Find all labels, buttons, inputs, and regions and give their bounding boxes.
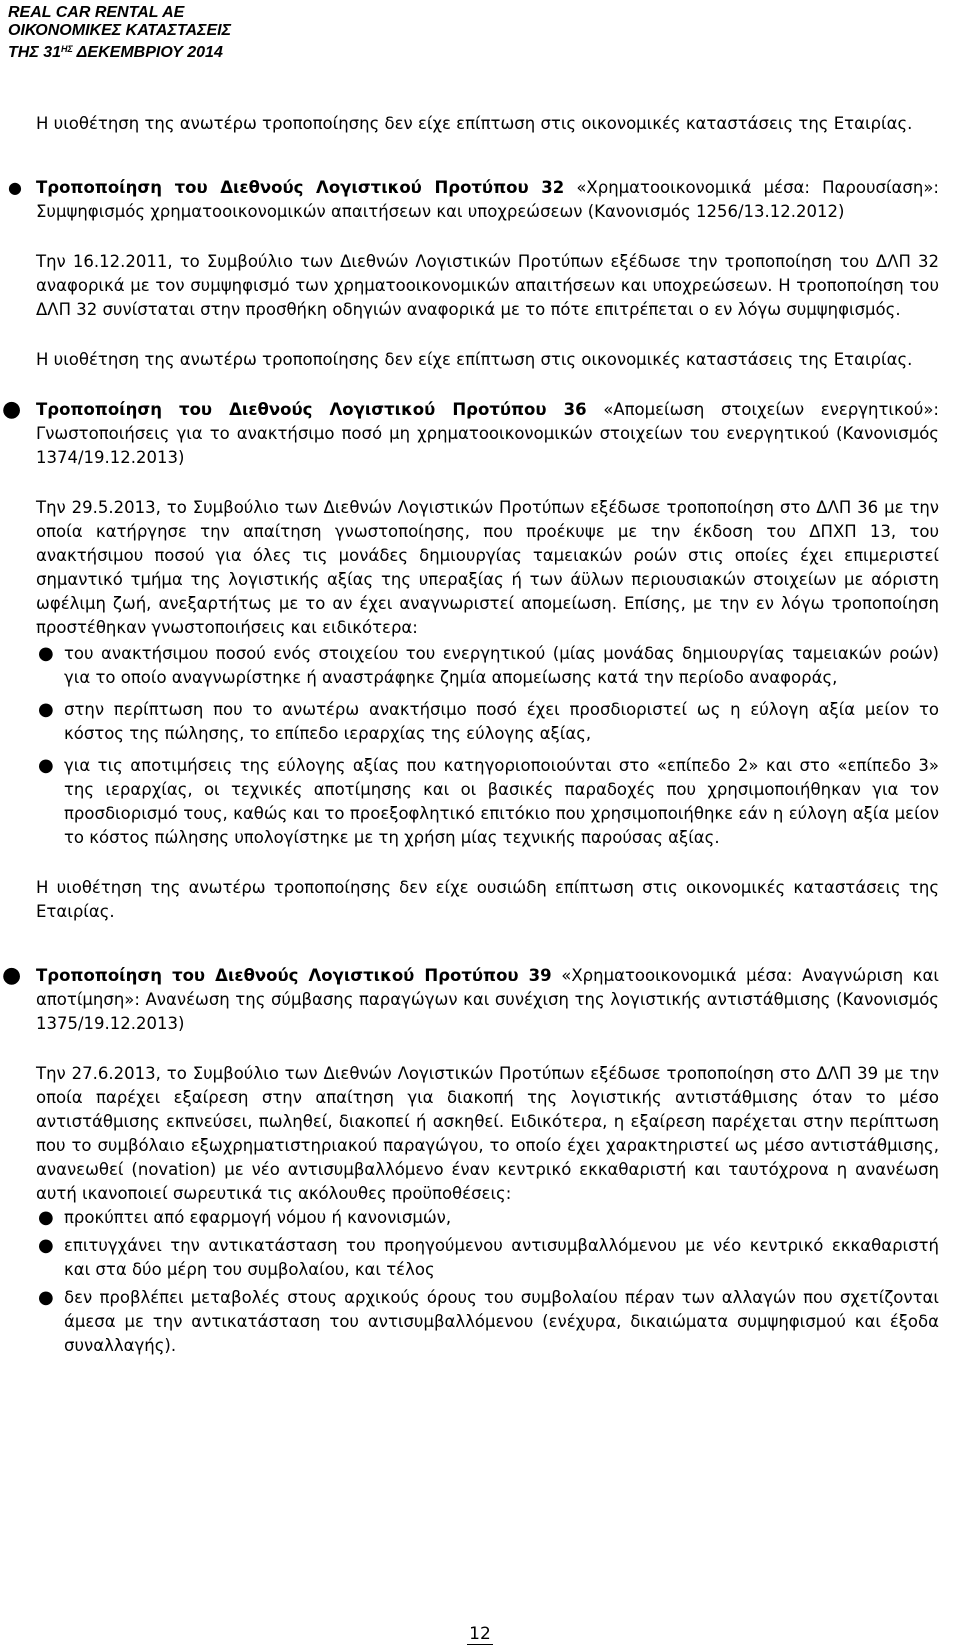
paragraph: Η υιοθέτηση της ανωτέρω τροποποίησης δεν είχε επίπτωση στις οικονομικές καταστάσεις της Εταιρίας.: [36, 114, 913, 133]
bullet-icon: ●: [8, 178, 22, 197]
paragraph: Η υιοθέτηση της ανωτέρω τροποποίησης δεν είχε ουσιώδη επίπτωση στις οικονομικές καταστάσεις της Εταιρίας.: [36, 878, 939, 921]
document-body: [2, 112, 939, 1358]
section-title: Τροποποίηση του Διεθνούς Λογιστικού Προτύπου 36: [36, 400, 587, 419]
company-name: REAL CAR RENTAL AE: [8, 4, 185, 21]
list-item: ● επιτυγχάνει την αντικατάσταση του προηγούμενου αντισυμβαλλόμενου με νέο κεντρικό εκκαθαριστή και στα δύο μέρη του συμβολαίου, και τέλος: [38, 1235, 939, 1279]
section-title: Τροποποίηση του Διεθνούς Λογιστικού Προτύπου 32: [36, 178, 565, 197]
section-subtitle: «Χρηματοοικονομικά μέσα: Αναγνώριση και αποτίμηση»: Ανανέωση της σύμβασης παραγώγων και συνέχιση της λογιστικής αντιστάθμισης (Κανονισμός 1375/19.12.2013): [36, 966, 939, 1033]
bullet-icon: ●: [38, 755, 54, 776]
list-item: ● προκύπτει από εφαρμογή νόμου ή κανονισμών,: [38, 1207, 452, 1228]
document-header: [8, 4, 231, 62]
bullet-icon: ●: [2, 963, 22, 988]
bullet-icon: ●: [38, 643, 54, 664]
list-item: ● δεν προβλέπει μεταβολές στους αρχικούς όρους του συμβολαίου πέραν των αλλαγών που σχετίζονται άμεσα με την αντικατάσταση του αντισυμβαλλόμενου (ενέχυρα, δικαιώματα συμψηφισμού και έξοδα συναλλαγής).: [38, 1287, 939, 1355]
section-subtitle: «Απομείωση στοιχείων ενεργητικού»: Γνωστοποιήσεις για το ανακτήσιμο ποσό μη χρηματοοικονομικών στοιχείων του ενεργητικού (Κανονισμός 1374/19.12.2013): [36, 400, 939, 467]
page-number: 12: [469, 1624, 491, 1644]
paragraph: Την 29.5.2013, το Συμβούλιο των Διεθνών Λογιστικών Προτύπων εξέδωσε τροποποίηση στο ΔΛΠ 36 με την οποία κατήργησε την απαίτηση γνωστοποίησης, που προέκυψε με την έκδοση του ΔΠΧΠ 13, του ανακτήσιμου ποσού για όλες τις μονάδες δημιουργίας ταμειακών ροών στις οποίες έχει επιμεριστεί σημαντικό τμήμα της λογιστικής αξίας της υπεραξίας ή των άϋλων περιουσιακών στοιχείων με αόριστη ωφέλιμη ζωή, ανεξαρτήτως με το αν έχει αναγνωριστεί απομείωση. Επίσης, με την εν λόγω τροποποίηση προστέθηκαν γνωστοποιήσεις και ειδικότερα:: [36, 498, 939, 637]
section-ias32: [8, 176, 939, 224]
bullet-list: [36, 642, 939, 850]
list-item: ● του ανακτήσιμου ποσού ενός στοιχείου του ενεργητικού (μίας μονάδας δημιουργίας ταμειακών ροών) για το οποίο αναγνωρίστηκε ή αναστράφηκε ζημία απομείωσης κατά την περίοδο αναφοράς,: [38, 643, 939, 687]
document-date: ΤΗΣ $31^{H\Sigma}$ ΔΕΚΕΜΒΡΙΟΥ 2014: [8, 44, 223, 61]
section-title: Τροποποίηση του Διεθνούς Λογιστικού Προτύπου 39: [36, 966, 552, 985]
bullet-icon: ●: [38, 1287, 54, 1308]
bullet-icon: ●: [2, 397, 22, 422]
list-item: ● για τις αποτιμήσεις της εύλογης αξίας που κατηγοριοποιούνται στο «επίπεδο 2» και στο «επίπεδο 3» της ιεραρχίας, οι τεχνικές αποτίμησης και οι βασικές παραδοχές που χρησιμοποιήθηκαν για τον προσδιορισμό τους, καθώς και το προεξοφλητικό επιτόκιο που χρησιμοποιήθηκε εάν η εύλογη αξία μείον το κόστος πώλησης υπολογίστηκε με τη χρήση μίας τεχνικής παρούσας αξίας.: [38, 755, 939, 847]
section-subtitle: «Χρηματοοικονομικά μέσα: Παρουσίαση»: Συμψηφισμός χρηματοοικονομικών απαιτήσεων και υποχρεώσεων (Κανονισμός 1256/13.12.2012): [36, 178, 939, 221]
bullet-list: [36, 1206, 939, 1358]
bullet-icon: ●: [38, 1207, 54, 1228]
document-title: ΟΙΚΟΝΟΜΙΚΕΣ ΚΑΤΑΣΤΑΣΕΙΣ: [8, 22, 232, 39]
list-item: ● στην περίπτωση που το ανωτέρω ανακτήσιμο ποσό έχει προσδιοριστεί ως η εύλογη αξία μείον το κόστος της πώλησης, το επίπεδο ιεραρχίας της εύλογης αξίας,: [38, 699, 939, 743]
paragraph: Την 27.6.2013, το Συμβούλιο των Διεθνών Λογιστικών Προτύπων εξέδωσε τροποποίηση στο ΔΛΠ 39 με την οποία παρέχει εξαίρεση στην απαίτηση για διακοπή της λογιστικής αντιστάθμισης όταν το μέσο αντιστάθμισης εκπνεύσει, πωληθεί, διακοπεί ή ασκηθεί. Ειδικότερα, η εξαίρεση παρέχεται στην περίπτωση που το συμβόλαιο εξωχρηματιστηριακού παραγώγου, το οποίο έχει χαρακτηριστεί ως μέσο αντιστάθμισης, ανανεωθεί (novation) με νέο αντισυμβαλλόμενο έναν κεντρικό εκκαθαριστή και ταυτόχρονα η ανανέωση αυτή ικανοποιεί σωρευτικά τις ακόλουθες προϋποθέσεις:: [36, 1064, 939, 1203]
paragraph: Η υιοθέτηση της ανωτέρω τροποποίησης δεν είχε επίπτωση στις οικονομικές καταστάσεις της Εταιρίας.: [36, 350, 913, 369]
section-ias39: [2, 963, 939, 1036]
paragraph: Την 16.12.2011, το Συμβούλιο των Διεθνών Λογιστικών Προτύπων εξέδωσε την τροποποίηση του ΔΛΠ 32 αναφορικά με τον συμψηφισμό των χρηματοοικονομικών απαιτήσεων και υποχρεώσεων. Η τροποποίηση του ΔΛΠ 32 συνίσταται στην προσθήκη οδηγιών αναφορικά με το πότε επιτρέπεται ο εν λόγω συμψηφισμός.: [36, 252, 939, 319]
section-ias36: [2, 397, 939, 470]
bullet-icon: ●: [38, 699, 54, 720]
bullet-icon: ●: [38, 1235, 54, 1256]
